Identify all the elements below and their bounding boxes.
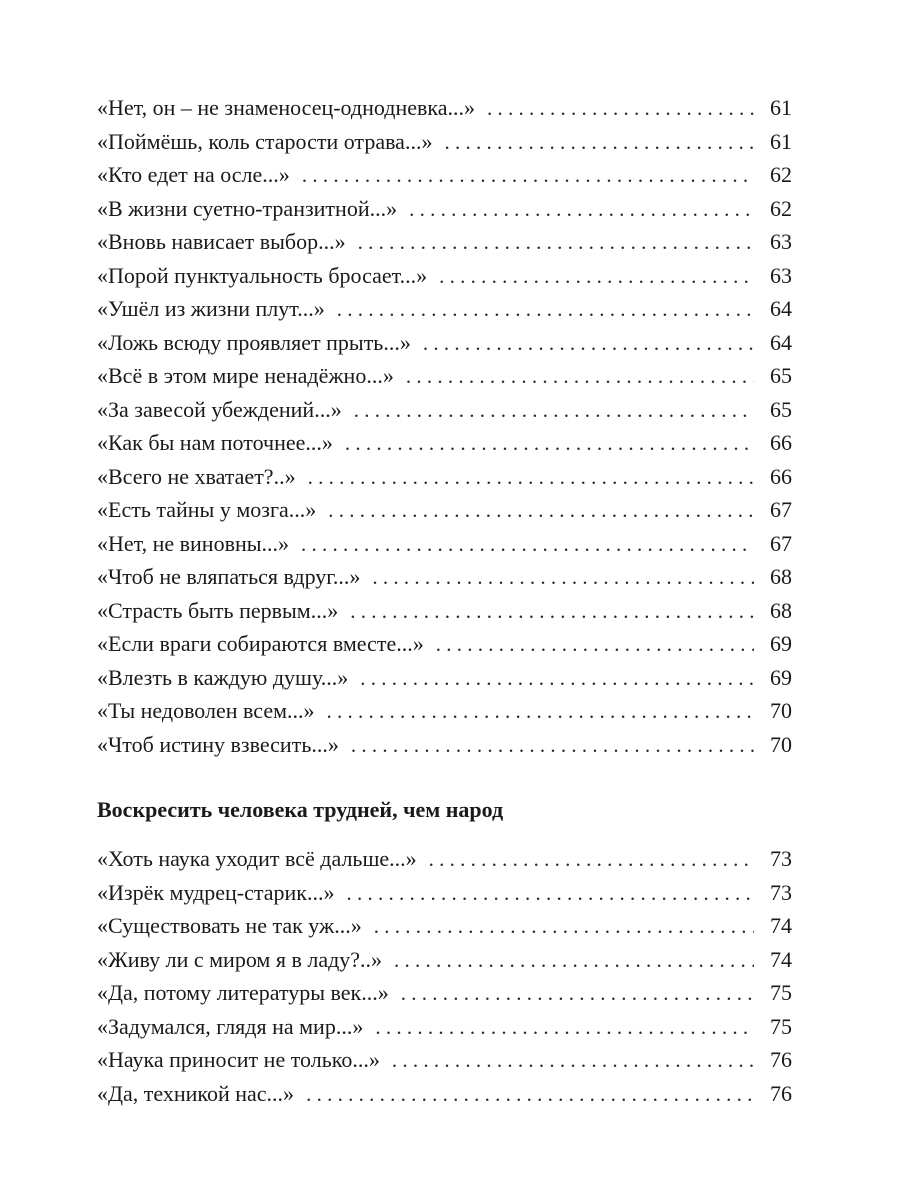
toc-entry-page: 64 [770,296,792,321]
toc-entry-page: 70 [770,698,792,723]
toc-list-part1 [97,91,792,761]
toc-entry-title: «Ушёл из жизни плут...» [97,296,325,321]
toc-entry [97,326,792,360]
toc-entry [97,292,792,326]
dot-leader [301,528,754,562]
dot-leader [429,843,754,877]
toc-entry-title: «Чтоб истину взвесить...» [97,731,339,757]
toc-entry-title: «Наука приносит не только...» [97,1047,380,1072]
toc-entry-title: «Хоть наука уходит всё дальше...» [97,846,417,871]
toc-entry-page: 74 [770,946,792,972]
dot-leader [401,977,754,1011]
toc-entry-page: 74 [770,913,792,938]
toc-entry-page: 73 [770,846,792,871]
toc-entry [97,91,792,125]
toc-entry-title: «В жизни суетно-транзитной...» [97,195,398,221]
toc-entry [97,694,792,728]
dot-leader [358,226,754,260]
toc-entry-title: «Порой пунктуальность бросает...» [97,262,428,288]
toc-entry [97,661,792,695]
toc-entry-page: 69 [770,664,792,690]
toc-entry-page: 70 [770,731,792,757]
toc-entry [97,393,792,427]
toc-entry [97,359,792,393]
toc-entry-page: 76 [770,1080,792,1106]
toc-entry-title: «Да, техникой нас...» [97,1080,295,1106]
toc-entry [97,728,792,762]
toc-entry-title: «Задумался, глядя на мир...» [97,1013,364,1039]
dot-leader [374,910,754,944]
toc-entry-page: 66 [770,463,792,489]
dot-leader [375,1011,754,1045]
toc-entry [97,1077,792,1111]
dot-leader [394,944,754,978]
toc-entry-title: «Изрёк мудрец-старик...» [97,879,335,905]
dot-leader [444,126,754,160]
dot-leader [308,461,754,495]
toc-entry [97,627,792,661]
toc-entry-page: 67 [770,497,792,522]
toc-entry-title: «Вновь нависает выбор...» [97,229,346,254]
dot-leader [439,260,754,294]
dot-leader [347,877,755,911]
toc-entry-page: 65 [770,396,792,422]
dot-leader [409,193,754,227]
toc-entry-title: «Нет, он – не знаменосец-однодневка...» [97,95,475,120]
toc-entry [97,125,792,159]
toc-entry [97,943,792,977]
dot-leader [487,92,754,126]
toc-entry-page: 65 [770,363,792,388]
section-heading: Воскресить человека трудней, чем народ [97,797,504,822]
toc-entry-page: 68 [770,597,792,623]
toc-entry-page: 67 [770,530,792,556]
dot-leader [337,293,754,327]
dot-leader [406,360,754,394]
toc-entry-title: «Если враги собираются вместе...» [97,631,424,656]
toc-entry-title: «Нет, не виновны...» [97,530,290,556]
toc-entry-page: 69 [770,631,792,656]
toc-entry-title: «Существовать не так уж...» [97,913,362,938]
dot-leader [372,561,754,595]
toc-entry [97,225,792,259]
toc-entry [97,259,792,293]
dot-leader [345,427,754,461]
dot-leader [360,662,754,696]
toc-entry-page: 63 [770,262,792,288]
toc-entry-title: «Кто едет на осле...» [97,162,290,187]
dot-leader [354,394,754,428]
toc-entry-title: «Есть тайны у мозга...» [97,497,317,522]
toc-entry-page: 75 [770,980,792,1005]
dot-leader [392,1044,754,1078]
dot-leader [423,327,754,361]
toc-entry-title: «Страсть быть первым...» [97,597,339,623]
toc-entry-page: 62 [770,162,792,187]
toc-entry [97,460,792,494]
toc-entry-page: 68 [770,564,792,589]
toc-list-part2 [97,842,792,1110]
toc-entry-title: «Ложь всюду проявляет прыть...» [97,329,411,355]
toc-entry [97,594,792,628]
dot-leader [436,628,754,662]
toc-entry-title: «Всего не хватает?..» [97,463,296,489]
dot-leader [302,159,754,193]
dot-leader [306,1078,754,1112]
dot-leader [350,595,754,629]
toc-entry-title: «Как бы нам поточнее...» [97,430,333,455]
dot-leader [328,494,754,528]
toc-entry-title: «За завесой убеждений...» [97,396,342,422]
toc-entry [97,493,792,527]
toc-entry-title: «Да, потому литературы век...» [97,980,389,1005]
toc-entry [97,1010,792,1044]
toc-entry-page: 61 [770,128,792,154]
toc-entry [97,527,792,561]
toc-entry-title: «Живу ли с миром я в ладу?..» [97,946,383,972]
toc-entry-title: «Чтоб не вляпаться вдруг...» [97,564,361,589]
toc-entry [97,976,792,1010]
toc-entry [97,426,792,460]
toc-entry-title: «Ты недоволен всем...» [97,698,315,723]
toc-entry [97,158,792,192]
toc-entry [97,876,792,910]
toc-entry [97,192,792,226]
toc-entry-page: 61 [770,95,792,120]
toc-entry-page: 63 [770,229,792,254]
dot-leader [351,729,754,763]
toc-entry [97,560,792,594]
toc-entry [97,1043,792,1077]
toc-entry [97,909,792,943]
toc-entry-page: 73 [770,879,792,905]
dot-leader [327,695,754,729]
toc-entry-page: 75 [770,1013,792,1039]
toc-entry [97,842,792,876]
toc-entry-title: «Всё в этом мире ненадёжно...» [97,363,394,388]
toc-entry-page: 64 [770,329,792,355]
toc-entry-title: «Поймёшь, коль старости отрава...» [97,128,433,154]
toc-entry-page: 66 [770,430,792,455]
toc-entry-page: 76 [770,1047,792,1072]
toc-entry-page: 62 [770,195,792,221]
toc-entry-title: «Влезть в каждую душу...» [97,664,349,690]
